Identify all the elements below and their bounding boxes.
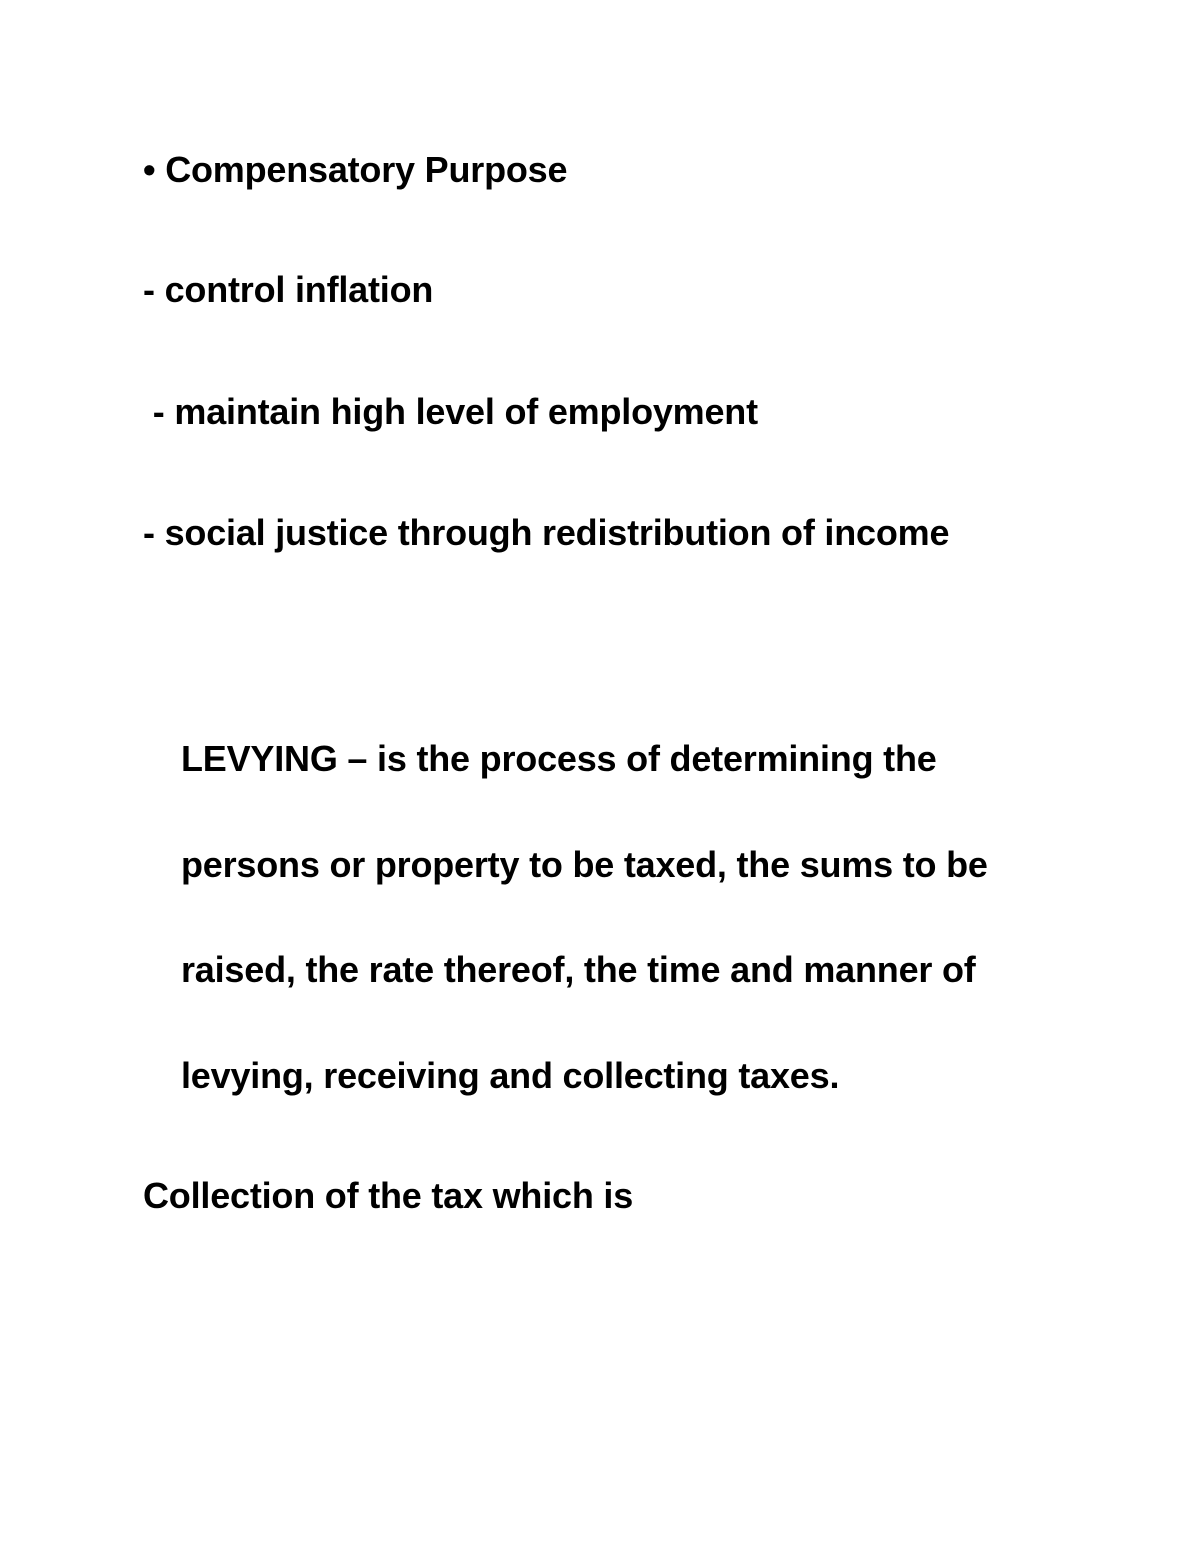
levying-definition-line-4: levying, receiving and collecting taxes. bbox=[181, 1055, 840, 1096]
purpose-item-control-inflation: - control inflation bbox=[143, 269, 434, 310]
purpose-item-employment: - maintain high level of employment bbox=[143, 391, 758, 432]
levying-definition-line-2: persons or property to be taxed, the sums to be bbox=[181, 844, 988, 885]
purpose-item-social-justice: - social justice through redistribution of income bbox=[143, 512, 950, 553]
levying-definition-line-1: LEVYING – is the process of determining the bbox=[181, 738, 937, 779]
compensatory-purpose-heading: • Compensatory Purpose bbox=[143, 149, 568, 190]
collection-line: Collection of the tax which is bbox=[143, 1175, 634, 1216]
levying-definition-line-3: raised, the rate thereof, the time and manner of bbox=[181, 949, 976, 990]
